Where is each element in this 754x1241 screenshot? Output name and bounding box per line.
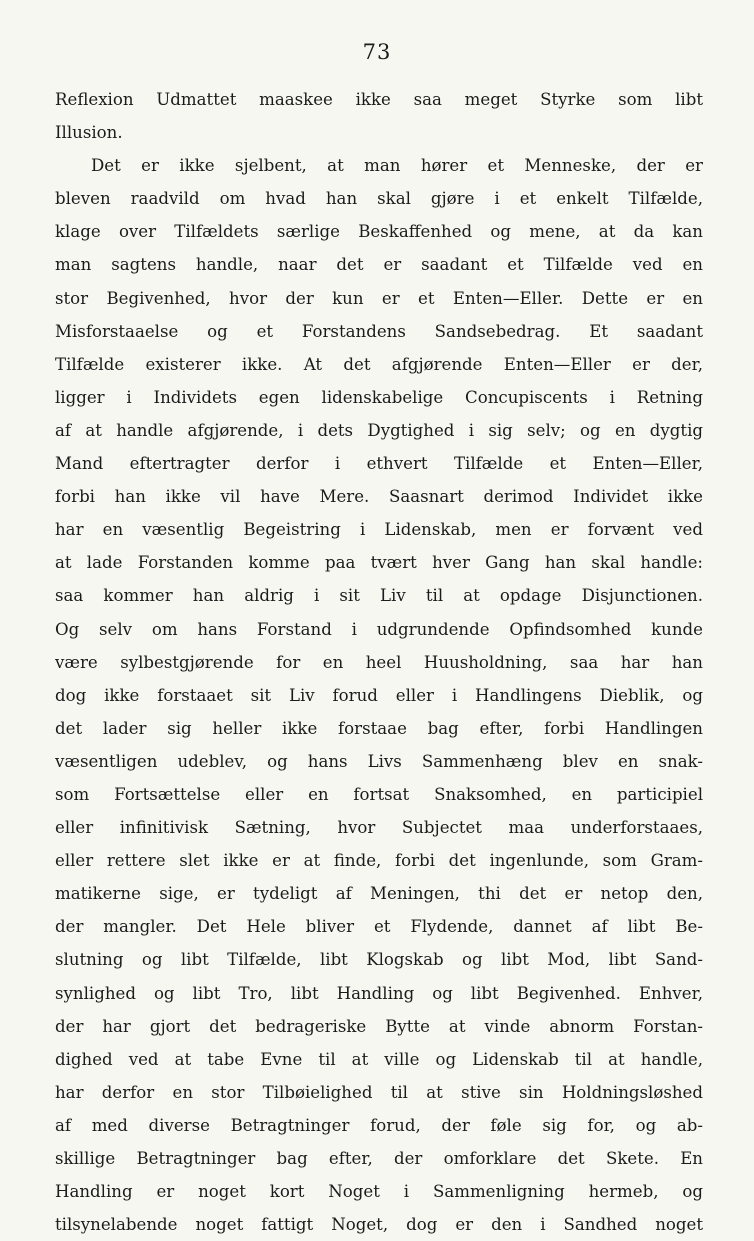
text-line: der mangler. Det Hele bliver et Flydende, dannet af libt Be- (55, 917, 703, 937)
text-line: dighed ved at tabe Evne til at ville og Lidenskab til at handle, (55, 1049, 703, 1069)
text-line: skillige Betragtninger bag efter, der omforklare det Skete. En (55, 1149, 703, 1168)
body-text (55, 83, 703, 1241)
text-line: bleven raadvild om hvad han skal gjøre i et enkelt Tilfælde, (55, 189, 703, 209)
text-line: Mand eftertragter derfor i ethvert Tilfælde et Enten—Eller, (55, 454, 703, 474)
text-line: der har gjort det bedrageriske Bytte at vinde abnorm Forstan- (55, 1016, 703, 1036)
text-line: har en væsentlig Begeistring i Lidenskab, men er forvænt ved (55, 520, 703, 540)
text-line: ligger i Individets egen lidenskabelige Concupiscents i Retning (55, 387, 703, 407)
text-line: forbi han ikke vil have Mere. Saasnart derimod Individet ikke (55, 487, 703, 507)
text-line: Tilfælde existerer ikke. At det afgjørende Enten—Eller er der, (55, 354, 703, 374)
text-line: stor Begivenhed, hvor der kun er et Enten—Eller. Dette er en (55, 288, 703, 308)
text-line: Det er ikke sjelbent, at man hører et Menneske, der er (91, 156, 703, 176)
text-line: Og selv om hans Forstand i udgrundende Opfindsomhed kunde (55, 619, 703, 639)
text-line: har derfor en stor Tilbøielighed til at stive sin Holdningsløshed (55, 1082, 703, 1102)
text-line: tilsynelabende noget fattigt Noget, dog er den i Sandhed noget (55, 1215, 703, 1235)
text-line: være sylbestgjørende for en heel Huusholdning, saa har han (55, 652, 703, 672)
text-line: Illusion. (55, 123, 123, 143)
text-line: at lade Forstanden komme paa tvært hver Gang han skal handle: (55, 553, 703, 573)
text-line: væsentligen udeblev, og hans Livs Sammenhæng blev en snak- (55, 751, 703, 771)
text-line: dog ikke forstaaet sit Liv forud eller i Handlingens Dieblik, og (55, 685, 703, 705)
text-line: af at handle afgjørende, i dets Dygtighed i sig selv; og en dygtig (55, 420, 703, 440)
text-line: klage over Tilfældets særlige Beskaffenhed og mene, at da kan (55, 222, 703, 242)
text-line: som Fortsættelse eller en fortsat Snaksomhed, en participiel (55, 784, 703, 804)
text-line: eller infinitivisk Sætning, hvor Subjectet maa underforstaaes, (55, 818, 703, 838)
text-line: synlighed og libt Tro, libt Handling og libt Begivenhed. Enhver, (55, 983, 703, 1003)
text-line: Reflexion Udmattet maaskee ikke saa meget Styrke som libt (55, 90, 703, 109)
text-line: det lader sig heller ikke forstaae bag efter, forbi Handlingen (55, 718, 703, 738)
text-line: Handling er noget kort Noget i Sammenligning hermeb, og (55, 1182, 703, 1202)
text-line: matikerne sige, er tydeligt af Meningen, thi det er netop den, (55, 884, 703, 904)
text-line: slutning og libt Tilfælde, libt Klogskab og libt Mod, libt Sand- (55, 950, 703, 970)
text-line: man sagtens handle, naar det er saadant et Tilfælde ved en (55, 255, 703, 275)
text-line: eller rettere slet ikke er at finde, forbi det ingenlunde, som Gram- (55, 851, 703, 871)
text-line: af med diverse Betragtninger forud, der føle sig for, og ab- (55, 1115, 703, 1135)
page-number: 73 (362, 40, 392, 64)
text-line: saa kommer han aldrig i sit Liv til at opdage Disjunctionen. (55, 586, 703, 606)
text-line: Misforstaaelse og et Forstandens Sandsebedrag. Et saadant (55, 321, 703, 341)
